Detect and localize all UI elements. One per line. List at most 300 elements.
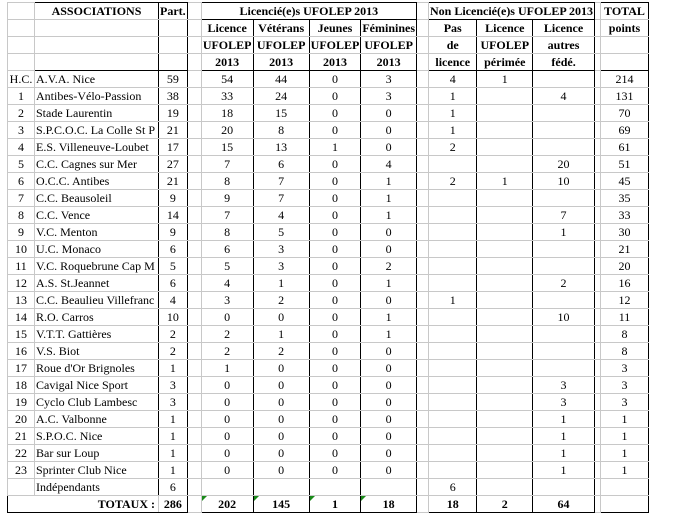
participants-cell: 19 (159, 105, 188, 122)
table-row (8, 173, 649, 190)
participants-cell: 1 (159, 445, 188, 462)
header-row-2 (8, 20, 649, 37)
association-name-cell: C.C. Cagnes sur Mer (35, 156, 159, 173)
fem-cell: 0 (361, 292, 417, 309)
licence-header-3: 2013 (201, 54, 253, 71)
lic-cell: 0 (201, 411, 253, 428)
table-row (8, 479, 649, 496)
lic-cell: 54 (201, 71, 253, 88)
totals-row (8, 496, 649, 513)
association-name-cell: Stade Laurentin (35, 105, 159, 122)
fem-cell: 1 (361, 309, 417, 326)
total-points-cell: 51 (600, 156, 648, 173)
participants-cell: 17 (159, 139, 188, 156)
rank-cell: 10 (8, 241, 35, 258)
licence-perimee-header-2: UFOLEP (477, 37, 533, 54)
per-cell (477, 139, 533, 156)
jeu-cell: 1 (309, 139, 361, 156)
pas-cell (429, 445, 477, 462)
vet-cell (253, 479, 309, 496)
pas-cell: 1 (429, 105, 477, 122)
pas-cell (429, 275, 477, 292)
lic-cell: 2 (201, 343, 253, 360)
aut-cell: 10 (533, 309, 595, 326)
vet-cell: 15 (253, 105, 309, 122)
rank-cell: 5 (8, 156, 35, 173)
per-cell (477, 309, 533, 326)
jeunes-header-1: Jeunes (309, 20, 361, 37)
table-row (8, 309, 649, 326)
aut-cell: 1 (533, 224, 595, 241)
pas-cell (429, 462, 477, 479)
per-cell (477, 360, 533, 377)
licence-perimee-header-3: périmée (477, 54, 533, 71)
jeu-cell: 0 (309, 445, 361, 462)
jeu-cell: 0 (309, 241, 361, 258)
aut-cell (533, 292, 595, 309)
total-points-cell: 8 (600, 326, 648, 343)
fem-cell: 1 (361, 207, 417, 224)
jeu-cell: 0 (309, 88, 361, 105)
participants-cell: 3 (159, 377, 188, 394)
association-name-cell: A.S. St.Jeannet (35, 275, 159, 292)
header-row-1 (8, 3, 649, 20)
results-table (7, 2, 649, 513)
vet-cell: 5 (253, 224, 309, 241)
vet-cell: 2 (253, 343, 309, 360)
associations-header: ASSOCIATIONS (35, 3, 159, 20)
lic-cell: 15 (201, 139, 253, 156)
rank-cell: 1 (8, 88, 35, 105)
feminines-header-1: Féminines (362, 21, 415, 35)
rank-cell: 20 (8, 411, 35, 428)
participants-cell: 38 (159, 88, 188, 105)
licence-autres-header-3: fédé. (533, 54, 595, 71)
fem-cell: 0 (361, 462, 417, 479)
jeu-cell: 0 (309, 224, 361, 241)
per-cell: 1 (477, 71, 533, 88)
rank-cell: 2 (8, 105, 35, 122)
totals-per-cell: 2 (477, 496, 533, 513)
rank-cell: 9 (8, 224, 35, 241)
header-row-3 (8, 37, 649, 54)
table-row (8, 292, 649, 309)
pas-cell (429, 207, 477, 224)
table-row (8, 445, 649, 462)
fem-cell: 0 (361, 428, 417, 445)
vet-cell: 0 (253, 462, 309, 479)
vet-cell: 24 (253, 88, 309, 105)
jeu-cell: 0 (309, 428, 361, 445)
pas-cell (429, 394, 477, 411)
aut-cell (533, 122, 595, 139)
fem-cell: 1 (361, 326, 417, 343)
total-points-cell: 33 (600, 207, 648, 224)
total-points-cell: 69 (600, 122, 648, 139)
total-points-cell: 1 (600, 411, 648, 428)
totals-part-cell: 286 (159, 496, 188, 513)
association-name-cell: Sprinter Club Nice (35, 462, 159, 479)
association-name-cell: E.S. Villeneuve-Loubet (35, 139, 159, 156)
rank-cell: H.C. (8, 71, 35, 88)
vet-cell: 0 (253, 445, 309, 462)
pas-cell (429, 224, 477, 241)
lic-cell: 7 (201, 207, 253, 224)
pas-cell (429, 411, 477, 428)
pas-cell: 6 (429, 479, 477, 496)
total-points-cell: 8 (600, 343, 648, 360)
jeu-cell: 0 (309, 377, 361, 394)
feminines-header-2: UFOLEP (361, 37, 417, 54)
association-name-cell: V.S. Biot (35, 343, 159, 360)
fem-cell: 0 (361, 122, 417, 139)
total-points-cell: 70 (600, 105, 648, 122)
per-cell (477, 445, 533, 462)
lic-cell: 18 (201, 105, 253, 122)
aut-cell: 2 (533, 275, 595, 292)
pas-cell: 2 (429, 139, 477, 156)
table-row (8, 258, 649, 275)
jeu-cell: 0 (309, 343, 361, 360)
pas-licence-header-2: de (429, 37, 477, 54)
licence-header-1: Licence (201, 20, 253, 37)
total-points-cell: 3 (600, 377, 648, 394)
pas-cell (429, 326, 477, 343)
association-name-cell: C.C. Beausoleil (35, 190, 159, 207)
pas-cell: 2 (429, 173, 477, 190)
rank-cell: 21 (8, 428, 35, 445)
licence-autres-header-2: autres (533, 37, 595, 54)
participants-cell: 1 (159, 411, 188, 428)
jeu-cell: 0 (309, 411, 361, 428)
association-name-cell: O.C.C. Antibes (35, 173, 159, 190)
participants-cell: 21 (159, 122, 188, 139)
veterans-header-2: UFOLEP (253, 37, 309, 54)
rank-cell: 7 (8, 190, 35, 207)
jeu-cell: 0 (309, 275, 361, 292)
vet-cell: 0 (253, 360, 309, 377)
rank-cell (8, 479, 35, 496)
fem-cell: 0 (361, 360, 417, 377)
total-header: TOTAL (600, 3, 648, 20)
rank-cell: 4 (8, 139, 35, 156)
rank-cell: 15 (8, 326, 35, 343)
jeu-cell: 0 (309, 105, 361, 122)
per-cell (477, 479, 533, 496)
aut-cell (533, 479, 595, 496)
total-points-cell: 20 (600, 258, 648, 275)
per-cell (477, 105, 533, 122)
fem-cell: 0 (361, 377, 417, 394)
association-name-cell: A.V.A. Nice (35, 71, 159, 88)
fem-cell: 0 (361, 224, 417, 241)
fem-cell: 0 (361, 343, 417, 360)
lic-cell: 0 (201, 377, 253, 394)
non-licencies-group-header: Non Licencié(e)s UFOLEP 2013 (430, 4, 593, 18)
licence-perimee-header-1: Licence (477, 20, 533, 37)
total-points-cell: 131 (600, 88, 648, 105)
per-cell (477, 462, 533, 479)
vet-cell: 0 (253, 377, 309, 394)
table-row (8, 207, 649, 224)
total-points-cell (600, 479, 648, 496)
vet-cell: 3 (253, 241, 309, 258)
jeu-cell: 0 (309, 156, 361, 173)
pas-cell: 1 (429, 122, 477, 139)
lic-cell: 4 (201, 275, 253, 292)
rank-cell: 14 (8, 309, 35, 326)
vet-cell: 3 (253, 258, 309, 275)
pas-cell (429, 241, 477, 258)
table-row (8, 343, 649, 360)
association-name-cell: C.C. Beaulieu Villefranc (35, 292, 159, 309)
pas-cell (429, 190, 477, 207)
rank-cell: 6 (8, 173, 35, 190)
lic-cell (201, 479, 253, 496)
aut-cell (533, 139, 595, 156)
totals-vet-cell: 145 (253, 496, 309, 513)
fem-cell: 4 (361, 156, 417, 173)
aut-cell: 1 (533, 411, 595, 428)
pas-cell: 4 (429, 71, 477, 88)
per-cell (477, 190, 533, 207)
rank-cell: 22 (8, 445, 35, 462)
vet-cell: 1 (253, 275, 309, 292)
table-row (8, 462, 649, 479)
table-row (8, 360, 649, 377)
per-cell (477, 292, 533, 309)
jeu-cell: 0 (309, 207, 361, 224)
total-points-cell: 16 (600, 275, 648, 292)
participants-cell: 1 (159, 428, 188, 445)
table-row (8, 190, 649, 207)
lic-cell: 0 (201, 445, 253, 462)
rank-cell: 3 (8, 122, 35, 139)
rank-cell: 23 (8, 462, 35, 479)
association-name-cell: Roue d'Or Brignoles (35, 360, 159, 377)
licence-header-2: UFOLEP (202, 38, 252, 52)
aut-cell (533, 71, 595, 88)
table-row (8, 88, 649, 105)
vet-cell: 0 (253, 309, 309, 326)
jeunes-header-3: 2013 (309, 54, 361, 71)
lic-cell: 0 (201, 309, 253, 326)
rank-cell: 13 (8, 292, 35, 309)
aut-cell (533, 105, 595, 122)
table-row (8, 122, 649, 139)
fem-cell: 0 (361, 411, 417, 428)
pas-cell (429, 360, 477, 377)
fem-cell: 0 (361, 394, 417, 411)
rank-cell: 11 (8, 258, 35, 275)
vet-cell: 2 (253, 292, 309, 309)
aut-cell (533, 190, 595, 207)
total-points-cell: 1 (600, 462, 648, 479)
table-row (8, 411, 649, 428)
participants-cell: 3 (159, 394, 188, 411)
association-name-cell: C.C. Vence (35, 207, 159, 224)
fem-cell: 1 (361, 275, 417, 292)
jeu-cell: 0 (309, 360, 361, 377)
association-name-cell: S.P.C.O.C. La Colle St P (35, 122, 159, 139)
rank-cell: 19 (8, 394, 35, 411)
part-header: Part. (160, 4, 186, 18)
fem-cell: 0 (361, 139, 417, 156)
per-cell (477, 122, 533, 139)
fem-cell: 3 (361, 71, 417, 88)
vet-cell: 4 (253, 207, 309, 224)
association-name-cell: U.C. Monaco (35, 241, 159, 258)
per-cell (477, 88, 533, 105)
total-points-cell: 35 (600, 190, 648, 207)
jeu-cell: 0 (309, 173, 361, 190)
fem-cell: 3 (361, 88, 417, 105)
association-name-cell: Cavigal Nice Sport (35, 377, 159, 394)
jeu-cell: 0 (309, 292, 361, 309)
fem-cell: 0 (361, 241, 417, 258)
veterans-header-3: 2013 (253, 54, 309, 71)
aut-cell: 1 (533, 462, 595, 479)
vet-cell: 0 (253, 428, 309, 445)
vet-cell: 6 (253, 156, 309, 173)
fem-cell: 2 (361, 258, 417, 275)
licence-autres-header-1: Licence (533, 20, 595, 37)
total-points-cell: 1 (600, 428, 648, 445)
per-cell (477, 156, 533, 173)
totals-points-cell (600, 496, 648, 513)
lic-cell: 6 (201, 241, 253, 258)
lic-cell: 2 (201, 326, 253, 343)
participants-cell: 1 (159, 462, 188, 479)
lic-cell: 0 (201, 462, 253, 479)
total-points-cell: 11 (600, 309, 648, 326)
table-row (8, 428, 649, 445)
per-cell (477, 207, 533, 224)
totals-label: TOTAUX : (8, 496, 159, 513)
aut-cell: 1 (533, 428, 595, 445)
table-row (8, 71, 649, 88)
per-cell (477, 411, 533, 428)
table-row (8, 326, 649, 343)
table-row (8, 377, 649, 394)
jeu-cell: 0 (309, 122, 361, 139)
lic-cell: 33 (201, 88, 253, 105)
aut-cell (533, 258, 595, 275)
participants-cell: 9 (159, 224, 188, 241)
per-cell (477, 275, 533, 292)
lic-cell: 7 (201, 156, 253, 173)
total-points-cell: 61 (600, 139, 648, 156)
participants-cell: 21 (159, 173, 188, 190)
pas-cell (429, 377, 477, 394)
per-cell (477, 394, 533, 411)
participants-cell: 6 (159, 241, 188, 258)
table-row (8, 139, 649, 156)
lic-cell: 1 (201, 360, 253, 377)
per-cell (477, 224, 533, 241)
pas-cell (429, 343, 477, 360)
vet-cell: 7 (253, 173, 309, 190)
participants-cell: 59 (159, 71, 188, 88)
participants-cell: 1 (159, 360, 188, 377)
rank-cell: 12 (8, 275, 35, 292)
association-name-cell: Cyclo Club Lambesc (35, 394, 159, 411)
participants-cell: 2 (159, 343, 188, 360)
totals-pas-cell: 18 (429, 496, 477, 513)
jeu-cell (309, 479, 361, 496)
aut-cell: 20 (533, 156, 595, 173)
table-row (8, 105, 649, 122)
header-row-4 (8, 54, 649, 71)
table-row (8, 156, 649, 173)
participants-cell: 6 (159, 275, 188, 292)
lic-cell: 20 (201, 122, 253, 139)
vet-cell: 44 (253, 71, 309, 88)
per-cell (477, 377, 533, 394)
rank-cell: 8 (8, 207, 35, 224)
lic-cell: 3 (201, 292, 253, 309)
participants-cell: 9 (159, 190, 188, 207)
jeu-cell: 0 (309, 394, 361, 411)
total-points-cell: 30 (600, 224, 648, 241)
licencies-group-header: Licencié(e)s UFOLEP 2013 (201, 3, 416, 20)
association-name-cell: V.C. Menton (35, 224, 159, 241)
vet-cell: 0 (253, 394, 309, 411)
table-row (8, 224, 649, 241)
pas-cell: 1 (429, 88, 477, 105)
lic-cell: 9 (201, 190, 253, 207)
aut-cell: 7 (533, 207, 595, 224)
rank-cell: 16 (8, 343, 35, 360)
vet-cell: 1 (253, 326, 309, 343)
association-name-cell: Antibes-Vélo-Passion (35, 88, 159, 105)
jeu-cell: 0 (309, 258, 361, 275)
table-row (8, 394, 649, 411)
aut-cell (533, 360, 595, 377)
totals-jeu-cell: 1 (309, 496, 361, 513)
association-name-cell: Indépendants (35, 479, 159, 496)
participants-cell: 10 (159, 309, 188, 326)
association-name-cell: V.C. Roquebrune Cap M (35, 258, 159, 275)
participants-cell: 27 (159, 156, 188, 173)
per-cell (477, 326, 533, 343)
aut-cell (533, 326, 595, 343)
aut-cell: 3 (533, 377, 595, 394)
association-name-cell: R.O. Carros (35, 309, 159, 326)
association-name-cell: V.T.T. Gattières (35, 326, 159, 343)
rank-cell: 18 (8, 377, 35, 394)
participants-cell: 2 (159, 326, 188, 343)
vet-cell: 13 (253, 139, 309, 156)
total-points-cell: 45 (600, 173, 648, 190)
totals-lic-cell: 202 (201, 496, 253, 513)
aut-cell: 1 (533, 445, 595, 462)
fem-cell: 0 (361, 105, 417, 122)
vet-cell: 0 (253, 411, 309, 428)
participants-cell: 14 (159, 207, 188, 224)
participants-cell: 6 (159, 479, 188, 496)
association-name-cell: Bar sur Loup (35, 445, 159, 462)
association-name-cell: S.P.O.C. Nice (35, 428, 159, 445)
totals-fem-cell: 18 (361, 496, 417, 513)
table-row (8, 275, 649, 292)
jeu-cell: 0 (309, 71, 361, 88)
total-points-cell: 214 (600, 71, 648, 88)
lic-cell: 5 (201, 258, 253, 275)
per-cell: 1 (477, 173, 533, 190)
feminines-header-3: 2013 (361, 54, 417, 71)
aut-cell: 4 (533, 88, 595, 105)
